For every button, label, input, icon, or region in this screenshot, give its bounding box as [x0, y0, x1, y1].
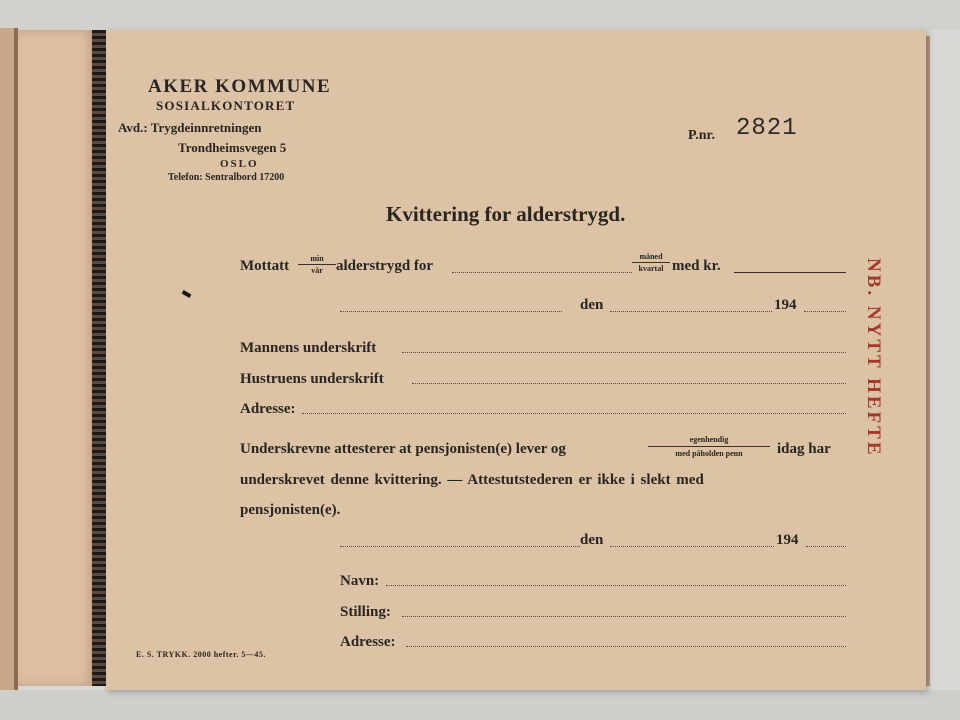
org-name: AKER KOMMUNE [148, 76, 332, 97]
address-field[interactable] [302, 413, 846, 414]
year-field[interactable] [804, 311, 846, 312]
min-var-fraction [298, 254, 336, 275]
pnr-label: P.nr. [688, 128, 715, 143]
attest-text-1: Underskrevne attesterer at pensjonisten(e) lever og [240, 441, 566, 457]
amount-field[interactable] [734, 272, 846, 273]
new-booklet-note: NB. NYTT HEFTE [863, 258, 884, 458]
wife-signature-field[interactable] [412, 383, 846, 384]
office-name: SOSIALKONTORET [156, 98, 296, 113]
witness-address-field[interactable] [406, 646, 846, 647]
witness-address-label: Adresse: [340, 634, 396, 650]
pension-for-label: alderstrygd for [336, 258, 434, 274]
witness-year-field[interactable] [806, 546, 846, 547]
previous-page-edge [0, 28, 14, 690]
address-label: Adresse: [240, 401, 296, 417]
department: Avd.: Trygdeinnretningen [118, 120, 262, 135]
receipt-stub [18, 30, 96, 686]
binding-spine [92, 30, 106, 686]
frac-bottom: vår [311, 266, 323, 275]
amount-label: med kr. [672, 258, 721, 274]
witness-name-field[interactable] [386, 585, 846, 586]
witness-position-label: Stilling: [340, 604, 391, 620]
date-field[interactable] [610, 311, 772, 312]
frac-top: egenhendig [689, 435, 729, 444]
husband-signature-label: Mannens underskrift [240, 340, 377, 356]
background-bottom [0, 690, 960, 720]
witness-position-field[interactable] [402, 616, 846, 617]
frac-bottom: med påholden penn [675, 449, 743, 458]
witness-year-prefix: 194 [776, 532, 799, 548]
printer-imprint: E. S. TRYKK. 2000 hefter. 5—45. [136, 650, 266, 659]
frac-line [632, 262, 670, 263]
pnr-number: 2821 [736, 115, 798, 142]
street-address: Trondheimsvegen 5 [178, 140, 287, 155]
attest-text-3: underskrevet denne kvittering. — Attestutstederen er ikke i slekt med [240, 472, 704, 488]
received-label: Mottatt [240, 258, 290, 274]
background-top [0, 0, 960, 30]
frac-line [648, 446, 770, 447]
attest-text-4: pensjonisten(e). [240, 502, 341, 518]
wife-signature-label: Hustruens underskrift [240, 371, 384, 387]
date-den-label: den [580, 297, 604, 313]
phone: Telefon: Sentralbord 17200 [168, 172, 285, 183]
month-quarter-fraction [632, 252, 670, 273]
frac-top: min [310, 254, 324, 263]
witness-name-label: Navn: [340, 573, 380, 589]
attest-text-2: idag har [777, 441, 831, 457]
frac-top: måned [639, 252, 663, 261]
place-field[interactable] [340, 311, 562, 312]
city: OSLO [220, 158, 259, 170]
signature-method-fraction [648, 435, 770, 458]
husband-signature-field[interactable] [402, 352, 846, 353]
frac-line [298, 264, 336, 265]
frac-bottom: kvartal [638, 264, 664, 273]
witness-place-field[interactable] [340, 546, 580, 547]
witness-den-label: den [580, 532, 604, 548]
form-title: Kvittering for alderstrygd. [386, 202, 626, 226]
period-field[interactable] [452, 272, 632, 273]
date-year-prefix: 194 [774, 297, 797, 313]
witness-date-field[interactable] [610, 546, 774, 547]
